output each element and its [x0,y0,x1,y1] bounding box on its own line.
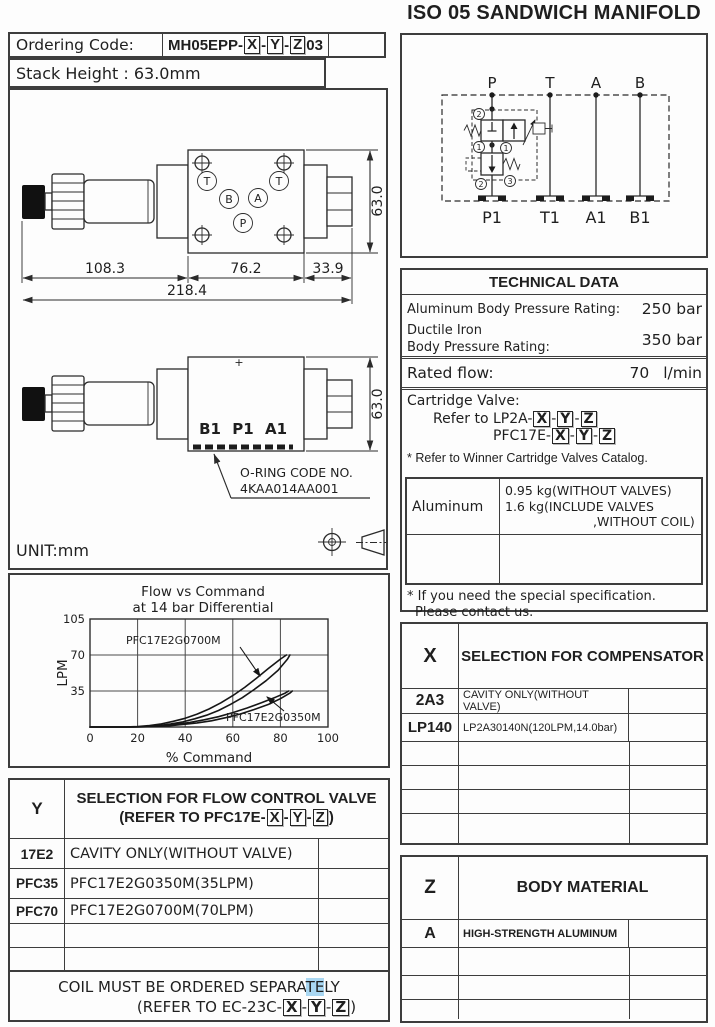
schematic-box [400,33,708,258]
schematic-label-b1: B1 [629,208,651,227]
boxed-letter: Z [290,36,305,53]
text-segment: (REFER TO EC-23C- [136,998,283,1016]
text-segment: (REFER TO PFC17E- [119,809,266,826]
weight-material: Aluminum [412,498,484,515]
boxed-letter: Y [290,809,306,826]
weight-line2: 1.6 kg(INCLUDE VALVES [505,498,654,514]
page-title: ISO 05 SANDWICH MANIFOLD [407,2,701,24]
text-segment: - [569,428,575,444]
y-table-row [10,868,388,898]
o-ring-note-line2: 4KAA014AA001 [240,481,339,496]
y-table-title [64,780,388,838]
cartridge-note: * Refer to Winner Cartridge Valves Catalog. [407,450,648,465]
y-row-desc: PFC17E2G0700M(70LPM) [64,899,318,923]
side-label-a1: A1 [264,420,288,438]
dim-76: 76.2 [230,261,262,277]
y-row-code: PFC70 [15,903,59,919]
schematic-label-p: P [487,74,497,92]
weight-line1: 0.95 kg(WITHOUT VALVES) [505,483,672,498]
y-table-header-row [10,780,388,838]
weight-values [499,479,701,534]
schematic-svg [402,35,706,256]
weight-empty-row [407,535,701,583]
dim-height-side: 63.0 [370,388,386,420]
schematic-bottom-labels [482,208,650,227]
x-table-row [402,688,706,713]
text-segment: - [574,410,580,427]
x-table-title: SELECTION FOR COMPENSATOR [458,624,706,688]
x-axis-label: % Command [165,750,253,766]
x-tick-label: 80 [273,731,288,745]
callout-2b: 2 [478,180,484,189]
x-row-empty-cell [628,714,706,741]
y-table-empty-row [10,947,388,970]
end-nut-side [327,380,352,428]
y-tick-label: 35 [70,684,85,698]
cartridge-valve-section [402,390,706,477]
iron-label-line2: Body Pressure Rating: [407,339,550,355]
coil-note [10,970,388,1022]
coil-note-line2 [10,997,388,1017]
pressure-rating-iron-row [402,323,706,359]
ordering-code-empty-cell [328,34,384,56]
text-segment: - [261,36,267,54]
x-table-row [402,713,706,741]
y-axis-label: LPM [55,659,71,687]
o-ring-leader-arrow [214,454,231,498]
x-tick-label: 20 [130,731,145,745]
boxed-letter: Y [308,999,325,1016]
x-tick-label: 0 [86,731,94,745]
x-row-desc: CAVITY ONLY(WITHOUT VALVE) [458,689,628,713]
left-flange-side [157,369,188,439]
series-0-label: PFC17E2G0700M [126,634,221,647]
cartridge-line2 [407,411,702,429]
y-table-row [10,898,388,923]
port-feet [478,196,654,201]
z-table-title: BODY MATERIAL [458,857,706,919]
y-row-desc: CAVITY ONLY(WITHOUT VALVE) [64,839,318,868]
z-row-desc: HIGH-STRENGTH ALUMINUM [458,920,628,947]
series-0-arrow [240,647,260,676]
dimension-drawing-box [8,88,388,570]
ordering-code-row [8,32,386,58]
dimension-drawing-svg [10,90,386,568]
text-segment: - [551,410,557,427]
pressure-rating-iron-label [407,323,550,357]
cartridge-line1: Cartridge Valve: [407,393,520,409]
weight-table [405,477,703,585]
adjust-knob [22,185,45,219]
projection-target-icon [318,528,346,556]
knob-collar-side [45,395,52,412]
boxed-letter: X [283,999,301,1016]
schematic-label-b: B [634,74,646,92]
callout-1: 1 [476,143,482,152]
port-letter: T [203,175,211,188]
boxed-letter: Z [599,428,615,444]
port-letter: P [239,217,247,230]
flow-chart-svg [10,575,388,766]
port-letter: B [225,193,233,206]
special-spec-note [402,585,706,622]
z-row-empty-cell [628,920,706,947]
boxed-letter: Z [313,809,328,826]
schematic-label-t1: T1 [540,208,560,227]
pressure-rating-aluminum-value: 250 bar [641,300,702,318]
rated-flow-row [402,359,706,390]
special-spec-line2: Please contact us. [415,605,534,621]
boxed-letter: Z [332,999,349,1016]
rated-flow-unit: l/min [663,364,702,382]
callout-3: 3 [507,177,513,186]
boxed-letter: Z [581,411,597,427]
dim-108: 108.3 [84,261,126,277]
y-table-row [10,838,388,868]
flow-chart-box [8,573,390,768]
x-row-desc: LP2A30140N(120LPM,14.0bar) [458,714,628,741]
text-segment: PFC17E- [493,428,551,444]
text-segment: Refer to LP2A- [433,410,533,427]
y-row-desc: PFC17E2G0350M(35LPM) [64,869,318,898]
rated-flow-label: Rated flow: [407,364,494,382]
lock-nut-side [52,376,84,431]
x-selection-table [400,622,708,845]
pressure-rating-aluminum-label: Aluminum Body Pressure Rating: [407,301,621,317]
text-segment: MH05EPP- [168,36,244,54]
text-segment: - [306,809,312,826]
x-tick-label: 100 [317,731,339,745]
z-table-row [402,919,706,947]
callout-1b: 1 [503,144,509,153]
y-row-empty-cell [318,899,388,923]
y-row-empty-cell [318,869,388,898]
side-port-labels [199,420,287,438]
text-segment: ) [350,998,357,1016]
x-row-code: LP140 [407,719,453,736]
side-label-b1: B1 [199,420,221,438]
text-segment: ) [328,809,334,826]
solenoid-tube-side [84,382,154,425]
chart-title-line2: at 14 bar Differential [132,600,274,616]
z-table-empty-row [402,975,706,999]
y-table-title-line2 [119,809,334,828]
schematic-label-a1: A1 [585,208,607,227]
y-row-code: 17E2 [20,845,54,862]
side-label-p1: P1 [232,420,254,438]
x-row-code: 2A3 [415,692,445,709]
rated-flow-value: 70 [629,364,650,382]
x-table-header-row [402,624,706,688]
boxed-letter: X [552,428,569,444]
right-flange-side [304,369,327,439]
z-table-empty-row [402,999,706,1019]
text-segment: - [592,428,599,444]
boxed-letter: X [244,36,260,53]
z-table-key: Z [424,877,436,898]
ordering-code-value [162,34,328,56]
x-table-empty-row [402,813,706,843]
o-ring-note-line1: O-RING CODE NO. [240,465,353,480]
highlighted-text: TE [305,977,325,996]
text-segment: 03 [306,36,323,54]
pressure-rating-aluminum-row [402,295,706,323]
boxed-letter: Y [557,411,573,427]
y-table-empty-row [10,923,388,947]
text-segment: LY [324,977,340,996]
y-table-key: Y [31,799,43,818]
special-spec-line1: * If you need the special specification. [407,589,656,604]
schematic-label-p1: P1 [482,208,502,227]
dim-34: 33.9 [312,261,344,277]
callout-2: 2 [476,110,482,119]
x-tick-label: 60 [225,731,241,745]
port-letter: A [254,192,262,205]
plus-mark: + [234,356,244,369]
z-table-empty-row [402,947,706,975]
schematic-top-labels [487,74,645,92]
x-table-key: X [423,644,437,667]
text-segment: - [284,36,290,54]
y-selection-table [8,778,390,1022]
coil-note-line1 [10,977,388,997]
text-segment: - [301,998,308,1016]
series-1-label: PFC17E2G0350M [226,711,321,724]
z-table-header-row [402,857,706,919]
y-tick-label: 70 [70,648,85,662]
boxed-letter: X [267,809,283,826]
projection-cone-icon [356,530,386,555]
x-table-empty-row [402,741,706,765]
lock-nut [52,174,84,229]
ordering-code-label: Ordering Code: [16,36,134,54]
boxed-letter: Y [267,36,283,53]
weight-line3: ,WITHOUT COIL) [593,514,695,530]
y-table-title-line1: SELECTION FOR FLOW CONTROL VALVE [76,790,377,808]
dim-height-top: 63.0 [370,185,386,217]
text-segment: COIL MUST BE ORDERED SEPARA [58,977,306,996]
cartridge-line3 [407,428,702,446]
chart-title-line1: Flow vs Command [141,584,265,600]
boxed-letter: Y [576,428,592,444]
unit-label: UNIT:mm [16,541,89,560]
iron-label-line1: Ductile Iron [407,322,482,338]
port-letter: T [275,175,283,188]
right-flange [304,165,327,238]
side-view [22,356,386,498]
y-tick-label: 105 [63,612,85,626]
adjust-knob-side [22,387,45,421]
solenoid-tube [84,180,154,223]
left-flange [157,165,188,238]
schematic-label-t: T [545,74,555,92]
dim-total: 218.4 [166,283,208,299]
x-table-empty-row [402,789,706,813]
y-row-empty-cell [318,839,388,868]
knob-collar [45,193,52,210]
x-tick-label: 40 [177,731,193,745]
pressure-rating-iron-value: 350 bar [641,330,702,349]
z-row-code: A [424,924,436,942]
weight-row [407,479,701,535]
end-nut [327,177,352,226]
top-view [22,150,386,304]
technical-data-title: TECHNICAL DATA [402,270,706,295]
boxed-letter: X [533,411,550,427]
x-table-empty-row [402,765,706,789]
text-segment: - [283,809,289,826]
stack-height-row: Stack Height : 63.0mm [8,58,326,88]
technical-data-box [400,268,708,621]
z-body-material-table [400,855,708,1023]
text-segment: - [325,998,332,1016]
x-row-empty-cell [628,689,706,713]
schematic-label-a: A [590,74,602,92]
y-row-code: PFC35 [15,876,59,891]
